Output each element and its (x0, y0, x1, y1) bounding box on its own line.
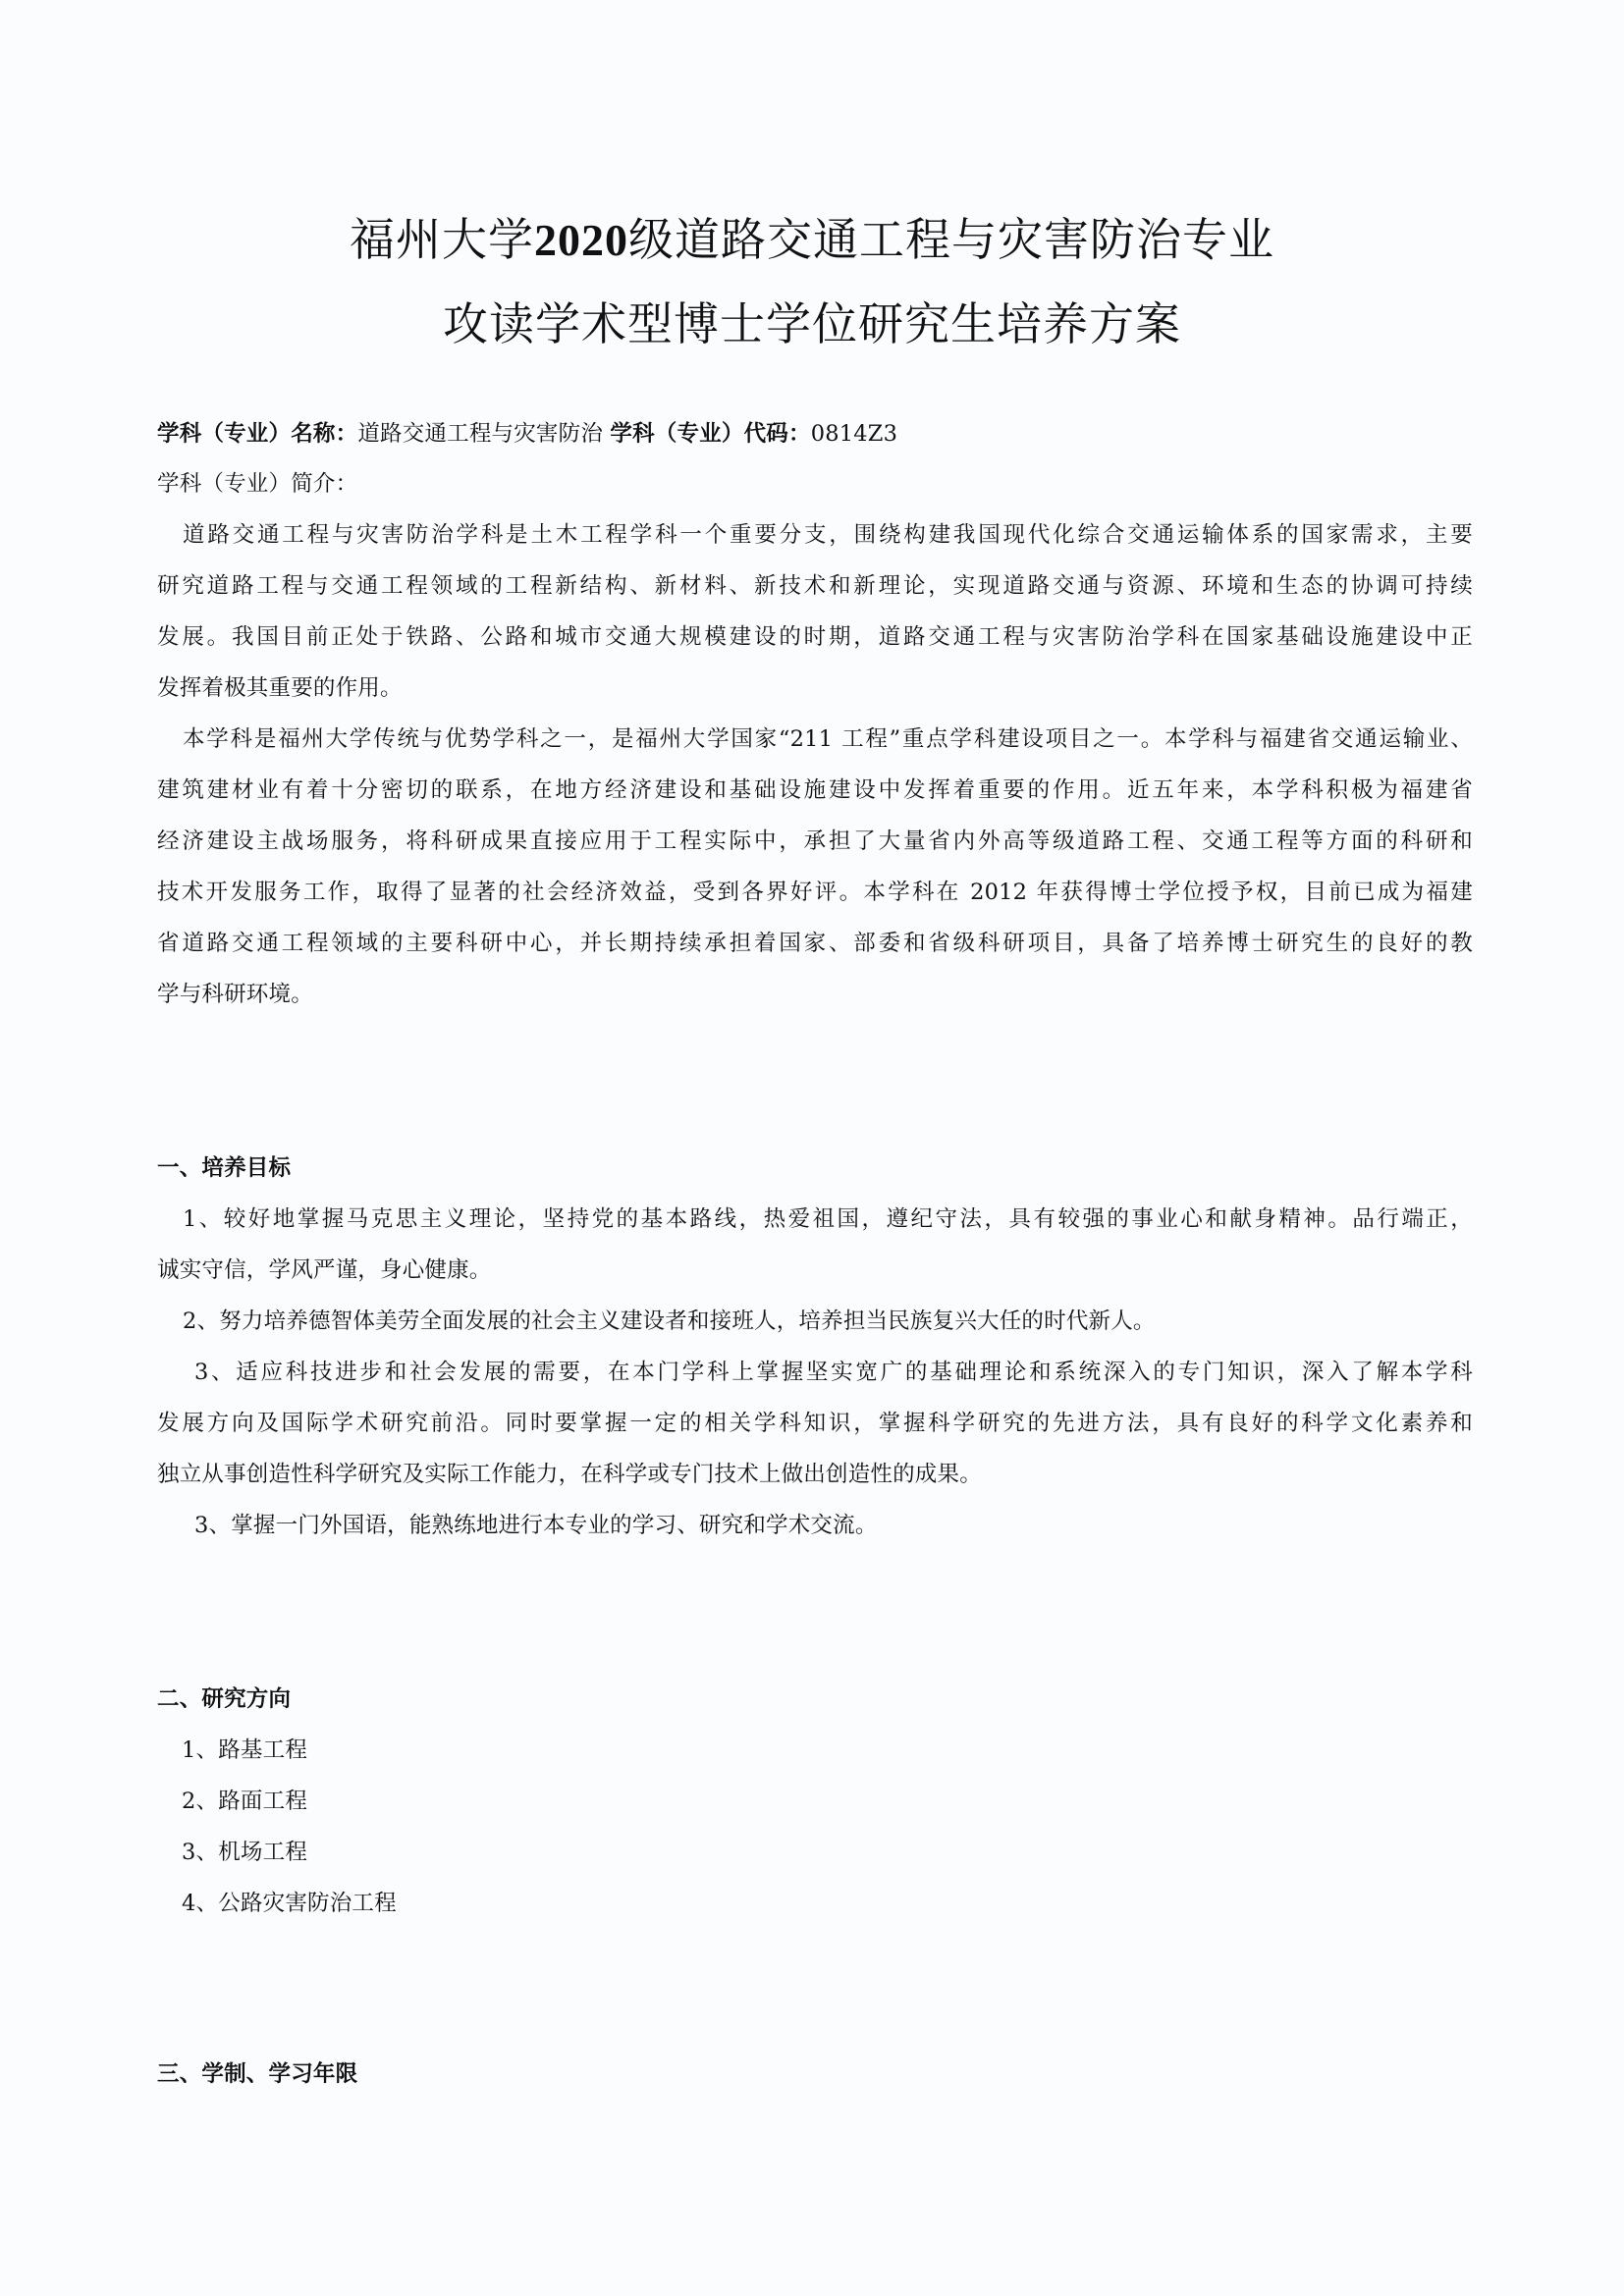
research-direction-item: 2、路面工程 (182, 1789, 308, 1814)
subject-name-value: 道路交通工程与灾害防治 (357, 421, 604, 447)
goal-line: 独立从事创造性科学研究及实际工作能力，在科学或专门技术上做出创造性的成果。 (157, 1462, 982, 1487)
title-suffix: 级道路交通工程与灾害防治专业 (628, 213, 1274, 266)
intro-p2-line: 建筑建材业有着十分密切的联系，在地方经济建设和基础设施建设中发挥着重要的作用。近五年来，本学科积极为福建省 (157, 777, 1473, 803)
intro-p1-line: 道路交通工程与灾害防治学科是土木工程学科一个重要分支，围绕构建我国现代化综合交通运输体系的国家需求，主要 (183, 522, 1473, 548)
subject-code-label: 学科（专业）代码： (610, 421, 811, 447)
subject-name-label: 学科（专业）名称： (157, 421, 358, 447)
section-heading-study-duration: 三、学制、学习年限 (157, 2061, 358, 2087)
intro-p2-line: 本学科是福州大学传统与优势学科之一，是福州大学国家“211 工程”重点学科建设项目之一。本学科与福建省交通运输业、 (183, 726, 1473, 752)
document-title-line-2: 攻读学术型博士学位研究生培养方案 (443, 297, 1181, 350)
research-direction-item: 1、路基工程 (182, 1737, 308, 1763)
intro-p2-line: 省道路交通工程领域的主要科研中心，并长期持续承担着国家、部委和省级科研项目，具备了培养博士研究生的良好的教 (157, 931, 1473, 956)
goal-line: 诚实守信，学风严谨，身心健康。 (157, 1257, 492, 1283)
intro-label: 学科（专业）简介： (157, 471, 358, 497)
goal-line: 1、较好地掌握马克思主义理论，坚持党的基本路线，热爱祖国，遵纪守法，具有较强的事业心和献身精神。品行端正， (183, 1206, 1473, 1232)
goal-line: 3、掌握一门外国语，能熟练地进行本专业的学习、研究和学术交流。 (194, 1513, 878, 1538)
title-prefix: 福州大学 (350, 213, 534, 266)
section-heading-research-directions: 二、研究方向 (157, 1686, 292, 1712)
goal-line: 3、适应科技进步和社会发展的需要，在本门学科上掌握坚实宽广的基础理论和系统深入的专门知识，深入了解本学科 (194, 1360, 1473, 1385)
title-year: 2020 (534, 215, 628, 265)
subject-code-value: 0814Z3 (810, 421, 898, 447)
intro-p1-line: 研究道路工程与交通工程领域的工程新结构、新材料、新技术和新理论，实现道路交通与资源、环境和生态的协调可持续 (157, 573, 1473, 599)
subject-meta (157, 419, 1473, 449)
research-direction-item: 4、公路灾害防治工程 (182, 1891, 397, 1916)
intro-p2-line: 学与科研环境。 (157, 982, 313, 1007)
intro-p2-line: 经济建设主战场服务，将科研成果直接应用于工程实际中，承担了大量省内外高等级道路工程、交通工程等方面的科研和 (157, 828, 1473, 854)
intro-p2-line: 技术开发服务工作，取得了显著的社会经济效益，受到各界好评。本学科在 2012 年获得博士学位授予权，目前已成为福建 (157, 880, 1473, 905)
goal-line: 2、努力培养德智体美劳全面发展的社会主义建设者和接班人，培养担当民族复兴大任的时代新人。 (183, 1308, 1156, 1334)
goal-line: 发展方向及国际学术研究前沿。同时要掌握一定的相关学科知识，掌握科学研究的先进方法，具有良好的科学文化素养和 (157, 1411, 1473, 1436)
intro-p1-line: 发展。我国目前正处于铁路、公路和城市交通大规模建设的时期，道路交通工程与灾害防治学科在国家基础设施建设中正 (157, 624, 1473, 650)
research-direction-item: 3、机场工程 (182, 1840, 308, 1865)
section-heading-training-goals: 一、培养目标 (157, 1155, 292, 1181)
document-title-line-1 (0, 212, 1624, 268)
intro-p1-line: 发挥着极其重要的作用。 (157, 675, 403, 701)
